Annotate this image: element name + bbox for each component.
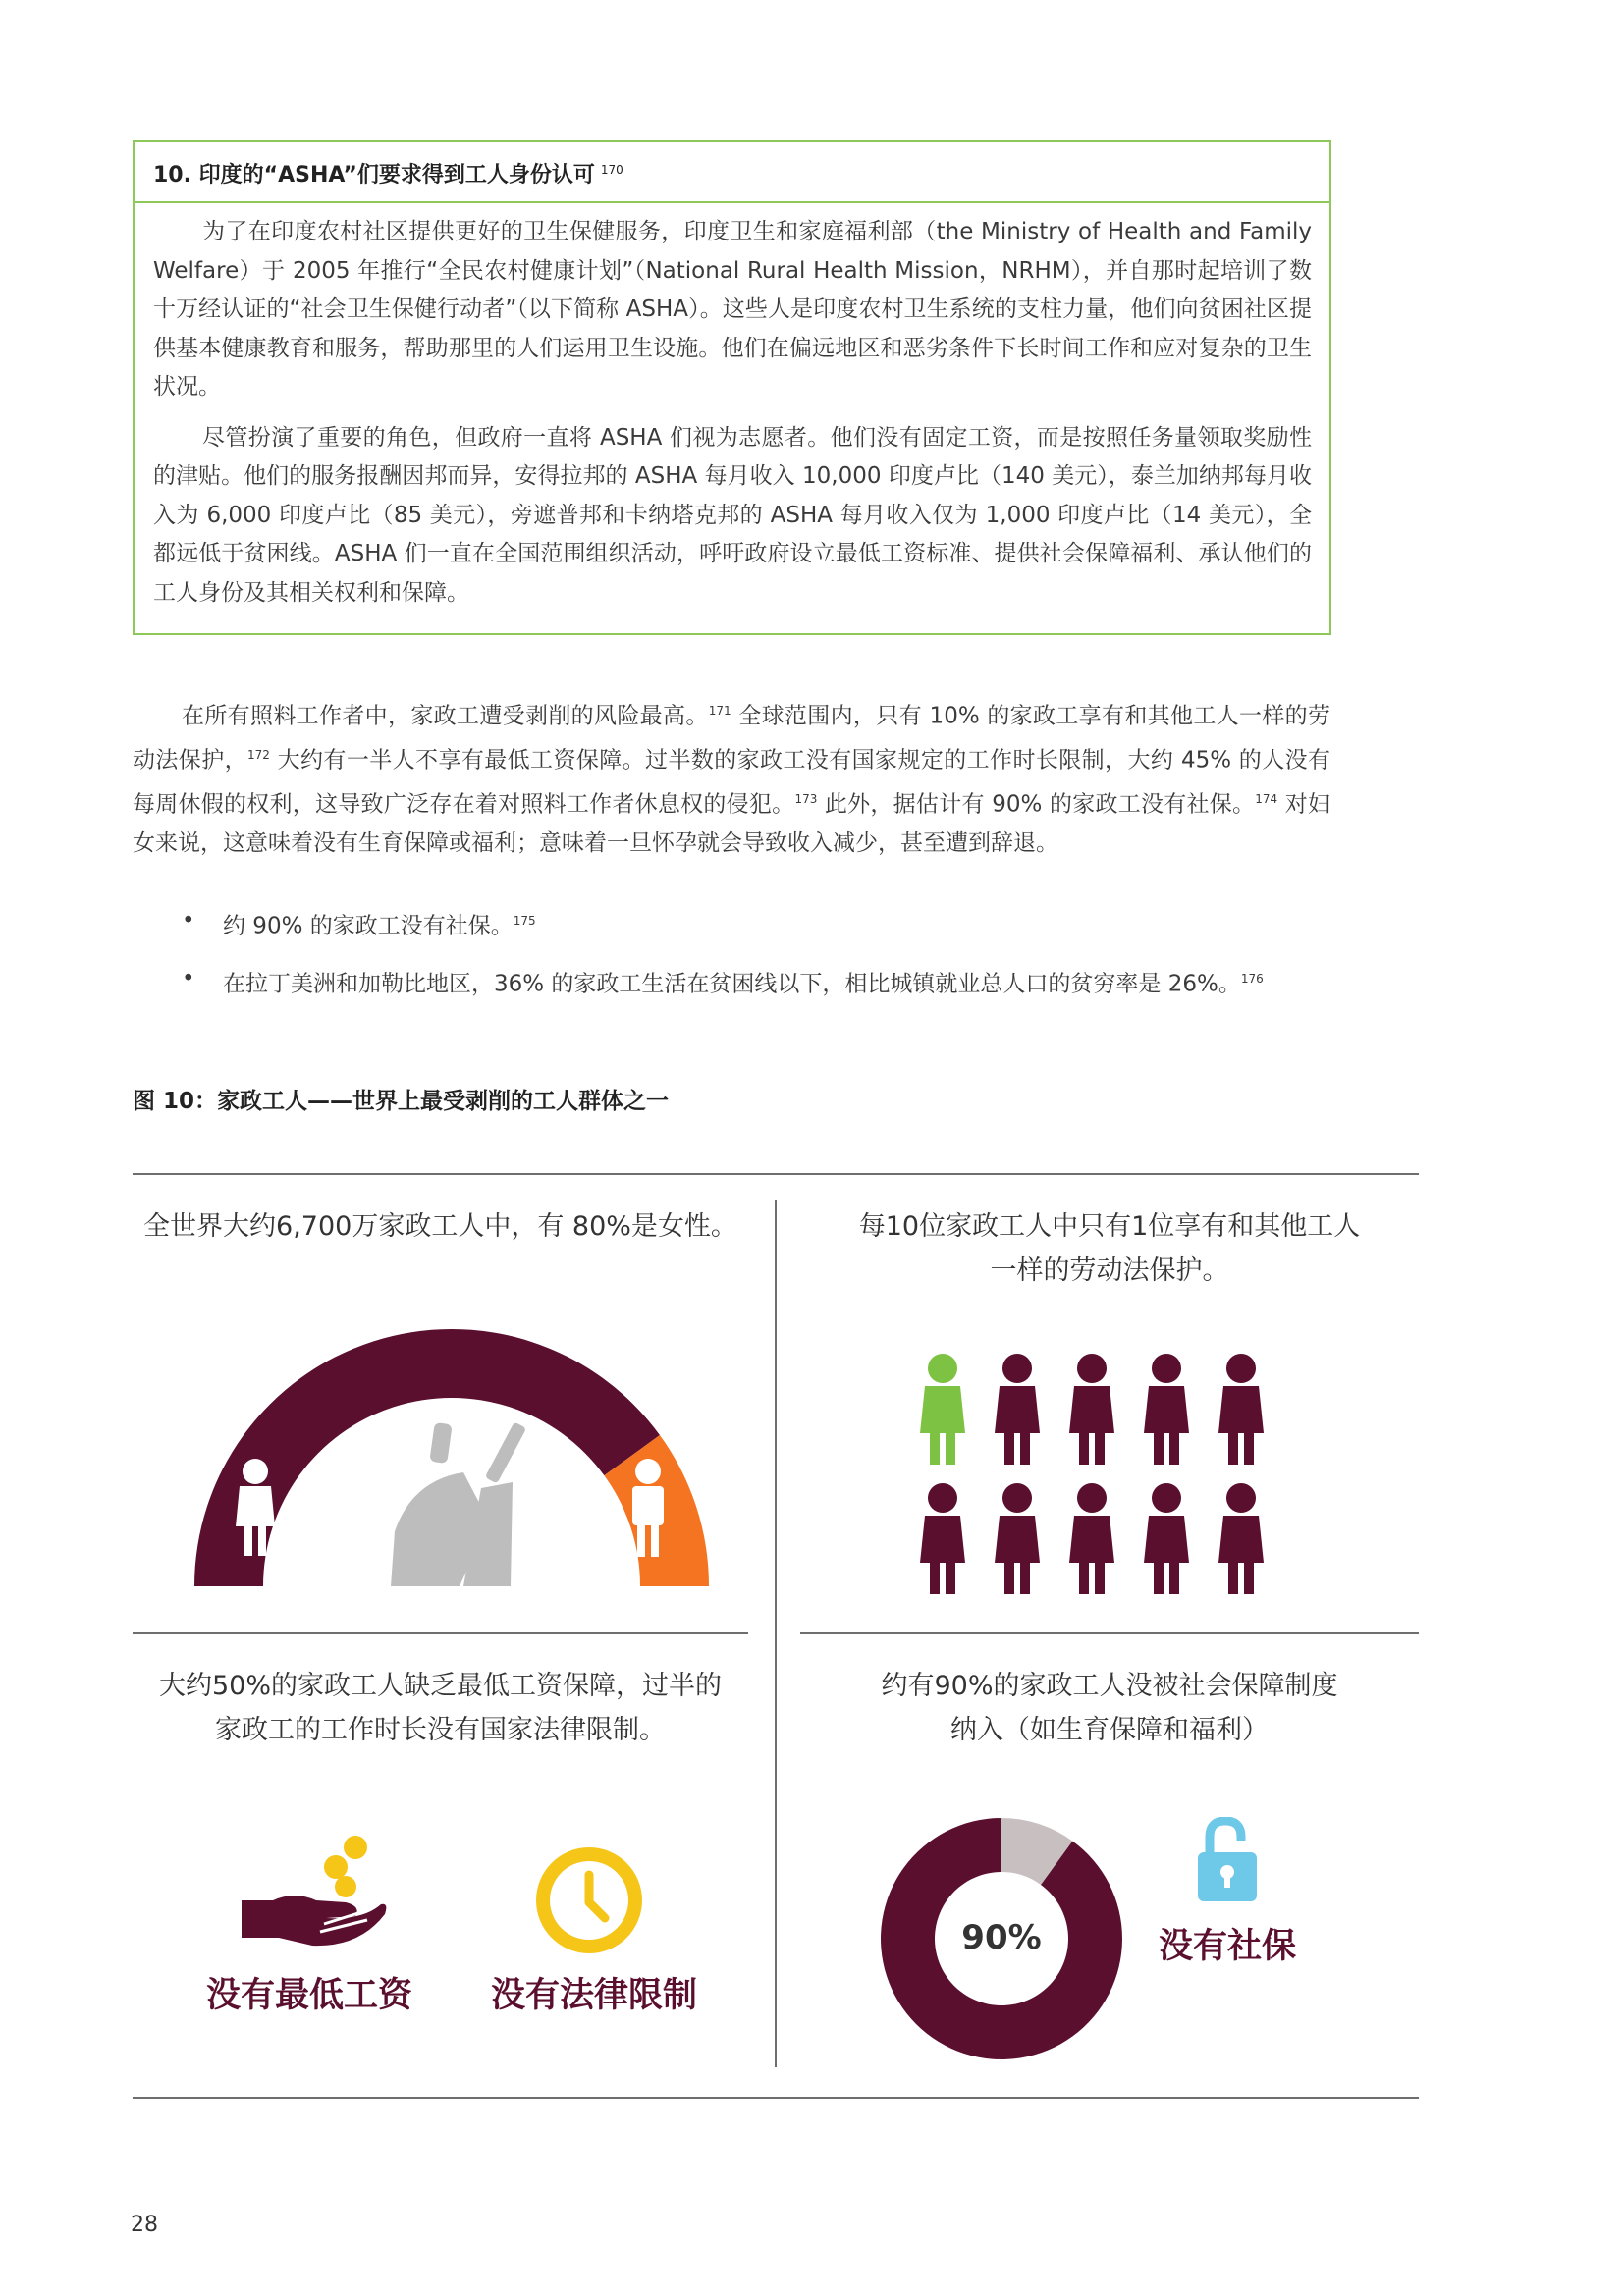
person-icon-unprotected [1218, 1354, 1264, 1465]
footnote-ref[interactable]: 176 [1240, 972, 1264, 987]
person-icon-unprotected [1069, 1483, 1114, 1594]
hand-coins-icon [236, 1836, 393, 1963]
footnote-ref[interactable]: 174 [1255, 792, 1278, 807]
case-box-body [135, 203, 1329, 613]
figure-title: 图 10：家政工人——世界上最受剥削的工人群体之一 [133, 1089, 670, 1114]
figure-bottom-rule [133, 2097, 1419, 2099]
footnote-ref[interactable]: 170 [600, 162, 623, 177]
list-item [133, 960, 1330, 1004]
case-box-header [135, 142, 1329, 203]
bullet-dot: • [182, 966, 195, 992]
caption-line: 约有90%的家政工人没被社会保障制度 [881, 1671, 1338, 1701]
caption-women-share: 全世界大约6,700万家政工人中，有 80%是女性。 [143, 1211, 737, 1242]
caption-line: 一样的劳动法保护。 [990, 1255, 1229, 1286]
main-text [133, 692, 1330, 864]
person-icon-unprotected [1218, 1483, 1264, 1594]
caption-line: 纳入（如生育保障和福利） [950, 1715, 1269, 1745]
page-number: 28 [131, 2213, 158, 2237]
person-icon-unprotected [995, 1354, 1040, 1465]
text-segment: 在所有照料工作者中，家政工遭受剥削的风险最高。 [182, 703, 709, 729]
person-icon-unprotected [995, 1483, 1040, 1594]
person-icon-unprotected [1144, 1354, 1189, 1465]
list-item [133, 902, 1330, 946]
footnote-ref[interactable]: 171 [708, 704, 731, 718]
text-segment: 大约有一半人不享有最低工资保障。过半数的家政工没有国家规定的工作时长限制，大约 45% 的人没有每周休假的权利，这导致广泛存在着对照料工作者休息权的侵犯。 [133, 747, 1331, 818]
dustpan-brush-icon [391, 1421, 526, 1586]
list-item-text: 在拉丁美洲和加勒比地区，36% 的家政工生活在贫困线以下，相比城镇就业总人口的贫穷率是 26%。 [223, 971, 1241, 997]
label-no-min-wage: 没有最低工资 [205, 1976, 412, 2015]
footnote-ref[interactable]: 173 [794, 792, 818, 807]
label-no-legal-limit: 没有法律限制 [490, 1976, 697, 2015]
donut-chart [879, 1816, 1124, 2061]
caption-labour-protection [800, 1204, 1419, 1293]
case-box [133, 140, 1331, 635]
donut-center-label: 90% [961, 1918, 1042, 1957]
text-segment: 全球范围内，只有 10% 的家政工享有和其他工人一样的劳动法保护， [133, 703, 1330, 774]
caption-line: 每10位家政工人中只有1位享有和其他工人 [858, 1211, 1361, 1242]
footnote-ref[interactable]: 175 [513, 914, 536, 928]
bullet-list [133, 902, 1330, 1004]
pictogram-chart [903, 1347, 1276, 1602]
main-paragraph [133, 692, 1330, 864]
half-donut-chart [187, 1315, 717, 1590]
caption-line: 家政工的工作时长没有国家法律限制。 [215, 1715, 666, 1745]
case-box-title: 10. 印度的“ASHA”们要求得到工人身份认可 [153, 163, 595, 187]
text-segment: 此外，据估计有 90% 的家政工没有社保。 [817, 791, 1256, 818]
figure-top-rule [133, 1173, 1419, 1175]
case-paragraph-2: 尽管扮演了重要的角色，但政府一直将 ASHA 们视为志愿者。他们没有固定工资，而是按照任务量领取奖励性的津贴。他们的服务报酬因邦而异，安得拉邦的 ASHA 每月收入 10,000 印度卢比（140 美元），泰兰加纳邦每月收入为 6,000 印度卢比（85 美元），旁遮普邦和卡纳塔克邦的 ASHA 每月收入仅为 1,000 印度卢比（14 美元），全都远低于贫困线。ASHA 们一直在全国范围组织活动，呼吁政府设立最低工资标准、提供社会保障福利、承认他们的工人身份及其相关权利和保障。 [153, 424, 1312, 606]
person-icon-unprotected [1144, 1483, 1189, 1594]
figure-mid-rule-left [133, 1632, 748, 1634]
bullet-dot: • [182, 908, 195, 934]
case-paragraph-1: 为了在印度农村社区提供更好的卫生保健服务，印度卫生和家庭福利部（the Ministry of Health and Family Welfare）于 2005 年推行“全民农村健康计划”（National Rural Health Mission，NRHM），并自那时起培训了数十万经认证的“社会卫生保健行动者”（以下简称 ASHA）。这些人是印度农村卫生系统的支柱力量，他们向贫困社区提供基本健康教育和服务，帮助那里的人们运用卫生设施。他们在偏远地区和恶劣条件下长时间工作和应对复杂的卫生状况。 [153, 219, 1312, 400]
unlocked-padlock-icon [1196, 1817, 1261, 1905]
figure-divider [775, 1200, 777, 2067]
caption-social-security [800, 1664, 1419, 1752]
caption-line: 大约50%的家政工人缺乏最低工资保障，过半的 [158, 1671, 722, 1701]
person-icon-unprotected [920, 1483, 965, 1594]
person-icon-unprotected [1069, 1354, 1114, 1465]
text-segment: 对妇女来说，这意味着没有生育保障或福利；意味着一旦怀孕就会导致收入减少，甚至遭到辞退。 [133, 791, 1331, 857]
list-item-text: 约 90% 的家政工没有社保。 [223, 913, 514, 939]
person-icon-protected [920, 1354, 965, 1465]
figure-mid-rule-right [800, 1632, 1419, 1634]
label-no-social-security: 没有社保 [1158, 1927, 1296, 1966]
clock-icon [534, 1845, 644, 1955]
caption-min-wage [133, 1664, 748, 1752]
footnote-ref[interactable]: 172 [247, 748, 270, 763]
